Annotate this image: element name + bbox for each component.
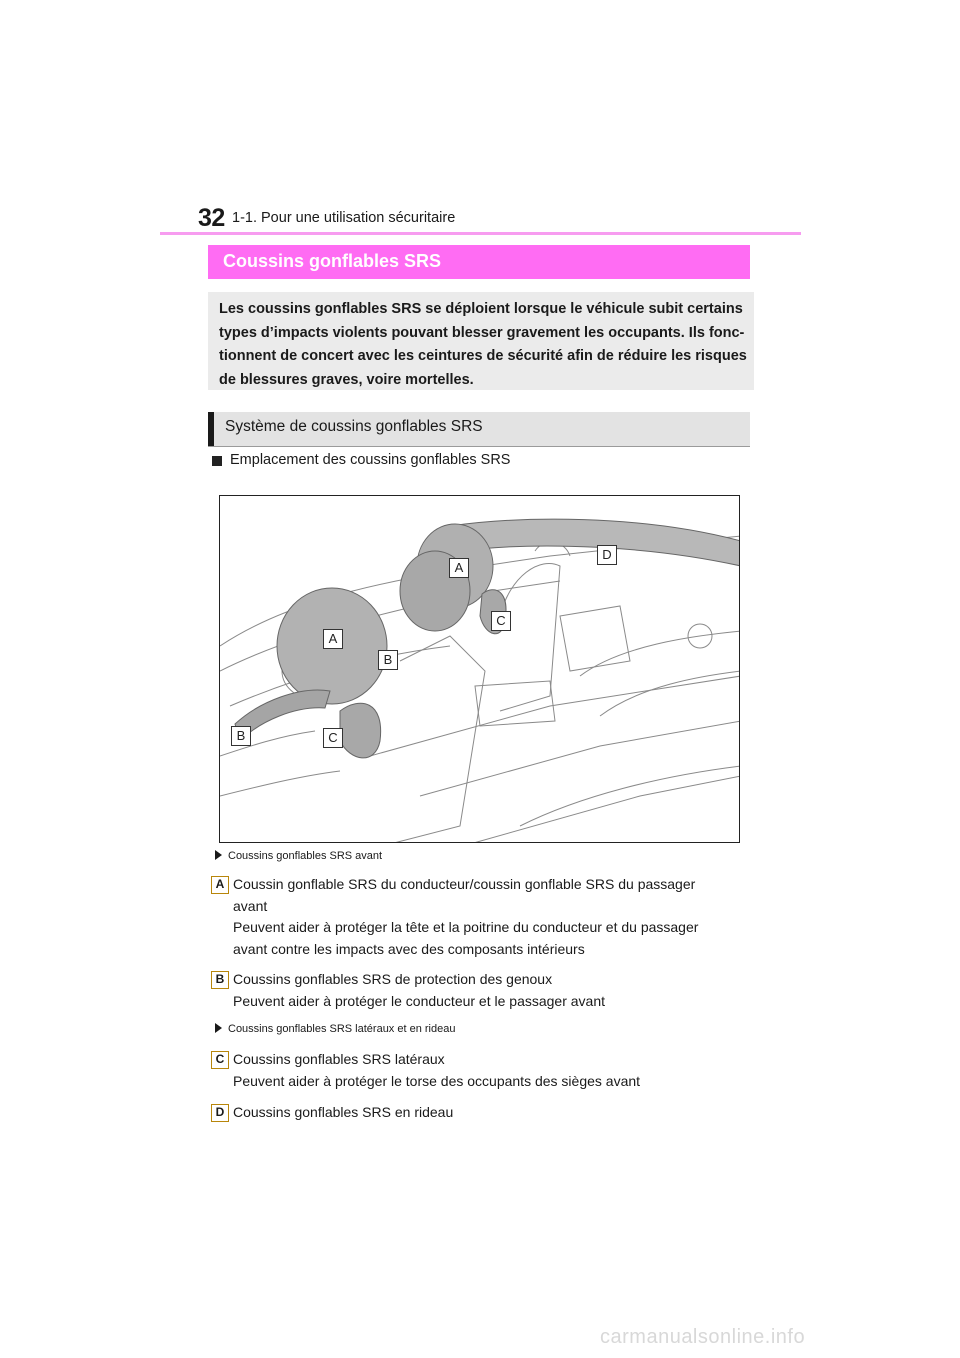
callout-a-passenger: A [449, 558, 469, 578]
item-d [233, 1102, 453, 1124]
front-airbags-note [215, 850, 382, 862]
section-title: Coussins gonflables SRS [223, 251, 442, 271]
location-title: Emplacement des coussins gonflables SRS [230, 452, 511, 468]
item-b [233, 969, 605, 1012]
page-number: 32 [198, 204, 225, 232]
item-c-line: Peuvent aider à protéger le torse des occupants des sièges avant [233, 1072, 641, 1089]
item-b-line: Coussins gonflables SRS de protection des genoux [233, 971, 553, 987]
letter-box-c: C [211, 1051, 229, 1069]
subsection-heading [208, 412, 750, 446]
callout-b-passenger: B [378, 650, 398, 670]
item-a-line: Peuvent aider à protéger la tête et la poitrine du conducteur et du passager [233, 919, 699, 935]
side-curtain-note-text: Coussins gonflables SRS latéraux et en rideau [228, 1023, 456, 1035]
watermark: carmanualsonline.info [600, 1326, 806, 1348]
letter-box-d: D [211, 1104, 229, 1122]
item-a-line: avant contre les impacts avec des composants intérieurs [233, 940, 585, 957]
subsection-rule [208, 446, 750, 447]
item-a [233, 874, 698, 960]
triangle-arrow-icon [215, 1023, 222, 1033]
intro-line: types d’impacts violents pouvant blesser gravement les occupants. Ils fonc- [219, 324, 745, 341]
callout-a-driver: A [323, 629, 343, 649]
callout-c-driver: C [323, 728, 343, 748]
side-curtain-note [215, 1023, 455, 1035]
intro-line: de blessures graves, voire mortelles. [219, 371, 474, 388]
intro-box [208, 292, 754, 390]
triangle-arrow-icon [215, 850, 222, 860]
airbag-illustration [219, 495, 740, 843]
callout-b-driver: B [231, 726, 251, 746]
subsection-title: Système de coussins gonflables SRS [225, 418, 483, 435]
callout-c-passenger: C [491, 611, 511, 631]
section-banner [208, 245, 750, 279]
item-b-line: Peuvent aider à protéger le conducteur et le passager avant [233, 992, 606, 1009]
intro-line: Les coussins gonflables SRS se déploient lorsque le véhicule subit certains [219, 301, 743, 317]
item-c-line: Coussins gonflables SRS latéraux [233, 1051, 445, 1067]
intro-line: tionnent de concert avec les ceintures de sécurité afin de réduire les risques [219, 348, 747, 364]
running-head: 1-1. Pour une utilisation sécuritaire [232, 210, 456, 226]
letter-box-b: B [211, 971, 229, 989]
header-rule [160, 232, 801, 235]
item-d-line: Coussins gonflables SRS en rideau [233, 1104, 454, 1120]
item-a-line: Coussin gonflable SRS du conducteur/coussin gonflable SRS du passager [233, 876, 696, 892]
letter-box-a: A [211, 876, 229, 894]
item-a-line: avant [233, 897, 268, 914]
front-airbags-note-text: Coussins gonflables SRS avant [228, 850, 383, 862]
item-c [233, 1049, 640, 1092]
callout-d-curtain: D [597, 545, 617, 565]
bullet-square-icon [212, 456, 222, 466]
car-interior-drawing [220, 496, 740, 843]
